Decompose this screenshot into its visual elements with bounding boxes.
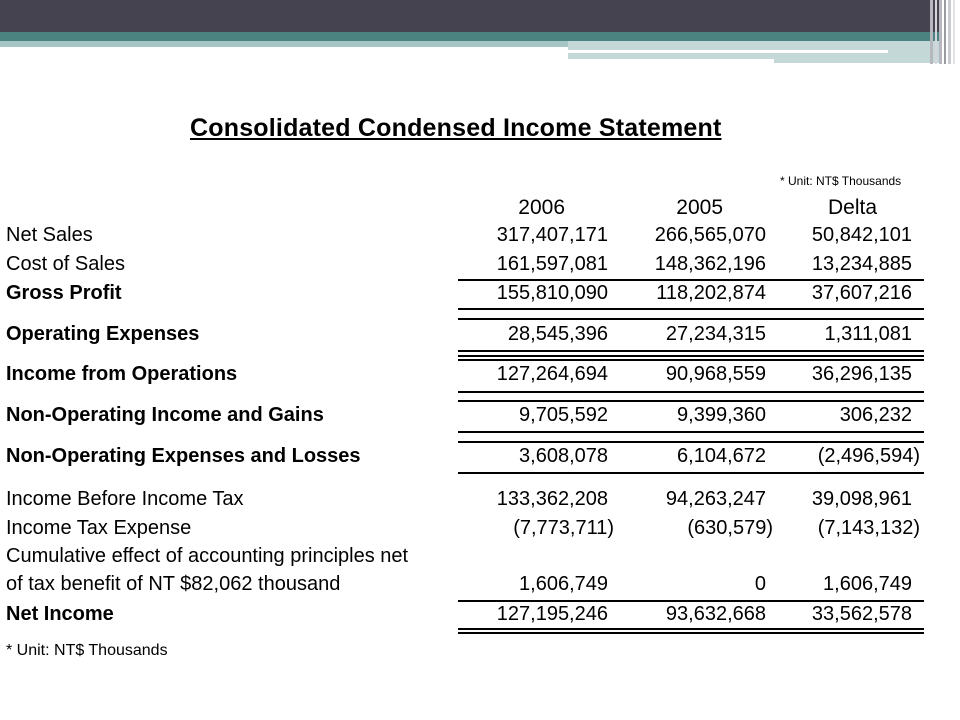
table-row — [0, 445, 960, 473]
cell-delta: 13,234,885 — [811, 253, 912, 275]
cell-2006: 9,705,592 — [519, 404, 608, 426]
cell-delta: 39,098,961 — [811, 488, 912, 510]
row-label: Cost of Sales — [6, 253, 125, 275]
unit-footnote: * Unit: NT$ Thousands — [6, 642, 168, 659]
rule — [458, 441, 924, 443]
cell-2006: 127,195,246 — [496, 603, 608, 625]
row-label: Net Income — [6, 603, 114, 625]
header-line — [568, 50, 888, 53]
cell-2005: 9,399,360 — [677, 404, 766, 426]
cell-delta: 1,311,081 — [824, 323, 912, 345]
cell-2005: 118,202,874 — [656, 282, 766, 304]
cell-2005: 266,565,070 — [654, 224, 766, 246]
column-header-2005: 2005 — [676, 196, 723, 219]
row-label: Operating Expenses — [6, 323, 200, 345]
table-row — [0, 488, 960, 516]
header-bar — [0, 0, 942, 32]
cell-delta: 50,842,101 — [811, 224, 912, 246]
cell-delta: (2,496,594) — [817, 445, 920, 467]
header-stripe — [953, 0, 955, 64]
column-header-delta: Delta — [827, 196, 877, 219]
header-stripe — [939, 0, 942, 64]
table-row — [0, 253, 960, 281]
cell-2006: 127,264,694 — [496, 363, 608, 385]
header-line — [568, 59, 774, 63]
rule — [458, 472, 924, 474]
table-row — [0, 363, 960, 391]
cell-delta: 36,296,135 — [811, 363, 912, 385]
rule — [458, 600, 924, 602]
row-label: Income from Operations — [6, 363, 238, 385]
cell-2006: (7,773,711) — [513, 517, 614, 539]
cell-2006: 133,362,208 — [496, 488, 608, 510]
table-row — [0, 603, 960, 631]
table-row — [0, 545, 960, 573]
cell-2005: 94,263,247 — [665, 488, 766, 510]
cell-delta: 33,562,578 — [811, 603, 912, 625]
cell-2005: 90,968,559 — [665, 363, 766, 385]
table-row — [0, 404, 960, 432]
unit-note: * Unit: NT$ Thousands — [780, 174, 902, 188]
cell-2005: 93,632,668 — [665, 603, 766, 625]
rule — [458, 308, 924, 310]
header-stripe — [944, 0, 946, 64]
row-label: Income Before Income Tax — [6, 488, 244, 510]
row-label: Net Sales — [6, 224, 93, 246]
row-label: Gross Profit — [6, 282, 122, 304]
cell-delta: 1,606,749 — [823, 573, 912, 595]
rule — [458, 391, 924, 393]
column-header-2006: 2006 — [518, 196, 565, 219]
cell-2005: 6,104,672 — [677, 445, 766, 467]
cell-2005: 0 — [754, 573, 766, 595]
header-stripe — [948, 0, 951, 64]
header-stripe — [930, 0, 933, 64]
cell-2005: 148,362,196 — [654, 253, 766, 275]
rule — [458, 279, 924, 281]
rule — [458, 355, 924, 357]
table-row — [0, 282, 960, 310]
row-label: Non-Operating Expenses and Losses — [6, 445, 361, 467]
rule — [458, 318, 924, 320]
cell-delta: 37,607,216 — [811, 282, 912, 304]
rule — [458, 400, 924, 402]
rule — [458, 632, 924, 634]
rule — [458, 431, 924, 433]
cell-2006: 161,597,081 — [496, 253, 608, 275]
cell-2006: 28,545,396 — [507, 323, 608, 345]
cell-2006: 3,608,078 — [519, 445, 608, 467]
cell-delta: (7,143,132) — [817, 517, 920, 539]
row-label: Cumulative effect of accounting principles net — [6, 545, 409, 567]
page-title: Consolidated Condensed Income Statement — [190, 114, 722, 142]
rule — [458, 359, 924, 361]
row-label: of tax benefit of NT $82,062 thousand — [6, 573, 341, 595]
cell-2006: 317,407,171 — [496, 224, 608, 246]
table-row — [0, 323, 960, 351]
cell-2006: 1,606,749 — [519, 573, 608, 595]
rule — [458, 350, 924, 352]
table-row — [0, 573, 960, 601]
cell-2005: 27,234,315 — [665, 323, 766, 345]
table-row — [0, 517, 960, 545]
row-label: Income Tax Expense — [6, 517, 192, 539]
cell-delta: 306,232 — [839, 404, 912, 426]
table-row — [0, 224, 960, 252]
header-accent-bar — [0, 32, 942, 41]
cell-2006: 155,810,090 — [496, 282, 608, 304]
header-stripe — [935, 0, 937, 64]
cell-2005: (630,579) — [687, 517, 773, 539]
row-label: Non-Operating Income and Gains — [6, 404, 324, 426]
rule — [458, 628, 924, 630]
header-light-bar — [0, 41, 568, 47]
